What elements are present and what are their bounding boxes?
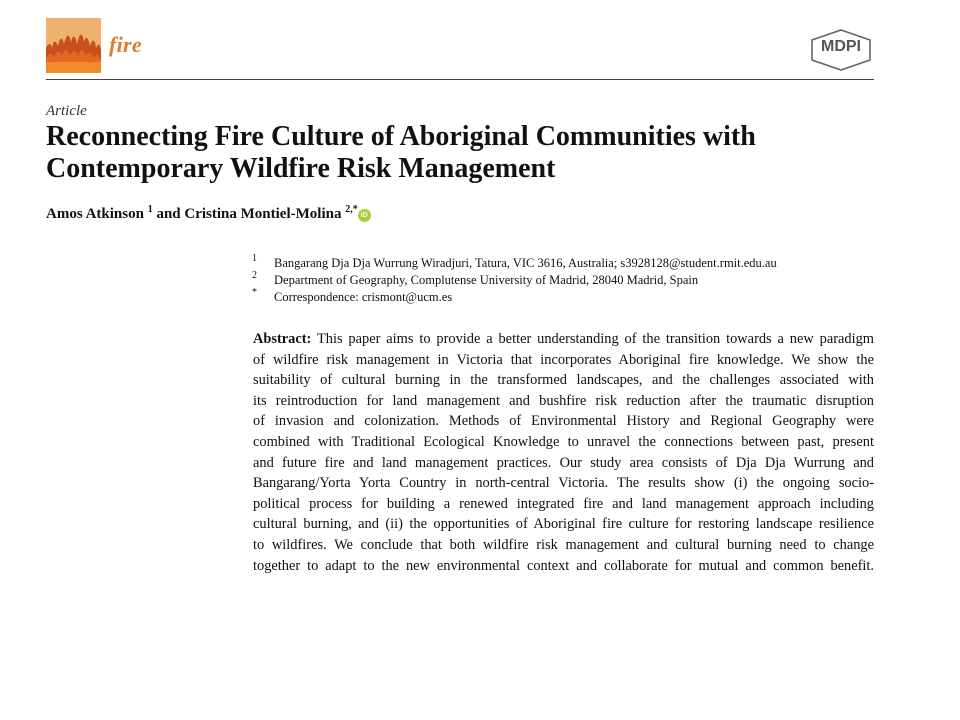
- affiliation-mark: 1: [252, 253, 257, 264]
- article-type: Article: [46, 103, 87, 119]
- title-line: Reconnecting Fire Culture of Aboriginal Communities with: [46, 121, 756, 152]
- abstract-line: its reintroduction for land management and bushfire risk reduction after the traumatic disruption: [253, 392, 874, 409]
- abstract-line: cultural burning, and (ii) the opportunities of Aboriginal fire culture for restoring landscape resilience: [253, 516, 874, 533]
- publisher-name: MDPI: [821, 38, 861, 55]
- author-affiliation-ref: 1: [147, 204, 153, 215]
- abstract-line: to wildfires. We conclude that both wildfire risk management and cultural burning need to change: [253, 536, 874, 553]
- journal-header: [46, 18, 874, 80]
- abstract-line-text: This paper aims to provide a better understanding of the transition towards a new paradigm: [316, 331, 874, 347]
- author-list: [46, 204, 371, 223]
- affiliation-text: Correspondence: crismont@ucm.es: [274, 290, 453, 304]
- affiliation-mark: *: [252, 287, 257, 298]
- header-divider: [46, 79, 874, 80]
- abstract-line: Bangarang/Yorta Yorta Country in north-central Victoria. The results show (i) the ongoing socio-: [253, 475, 874, 492]
- affiliation-text: Department of Geography, Complutense University of Madrid, 28040 Madrid, Spain: [274, 273, 699, 287]
- abstract-line: combined with Traditional Ecological Knowledge to unravel the connections between past, present: [253, 433, 874, 450]
- abstract-line: and future fire and land management practices. Our study area consists of Dja Dja Wurrung and: [253, 454, 874, 471]
- abstract-label: Abstract:: [253, 331, 312, 347]
- author-name: Amos Atkinson: [46, 206, 144, 222]
- author-affiliation-ref: 2,*: [345, 204, 358, 215]
- abstract-line: together to adapt to the new environmental context and collaborate for mutual and common benefit.: [253, 557, 874, 574]
- abstract-line: of wildfire risk management in Victoria that incorporates Aboriginal fire knowledge. We show the: [253, 351, 874, 368]
- title-line: Contemporary Wildfire Risk Management: [46, 153, 556, 184]
- affiliation-item: [252, 253, 892, 273]
- affiliation-item: [252, 270, 892, 290]
- publisher-logo: [808, 28, 874, 72]
- abstract-line: suitability of cultural burning in the transformed landscapes, and the challenges associated with: [253, 372, 874, 389]
- affiliation-mark: 2: [252, 270, 257, 281]
- abstract: [253, 329, 874, 576]
- author-name: Cristina Montiel-Molina: [184, 206, 342, 222]
- affiliation-text: Bangarang Dja Dja Wurrung Wiradjuri, Tatura, VIC 3616, Australia; s3928128@student.rmit.edu.au: [274, 256, 777, 270]
- affiliation-item: [252, 287, 892, 307]
- article-title: [46, 121, 886, 185]
- orcid-icon[interactable]: iD: [358, 209, 371, 222]
- abstract-line: of invasion and colonization. Methods of Environmental History and Regional Geography were: [253, 413, 874, 430]
- author-conjunction: and: [156, 206, 181, 222]
- affiliations: [252, 253, 892, 307]
- journal-name: fire: [109, 32, 142, 57]
- fire-flames-icon: [46, 18, 101, 73]
- abstract-line: political process for building a renewed integrated fire and land management approach including: [253, 495, 874, 512]
- abstract-line: [253, 329, 874, 350]
